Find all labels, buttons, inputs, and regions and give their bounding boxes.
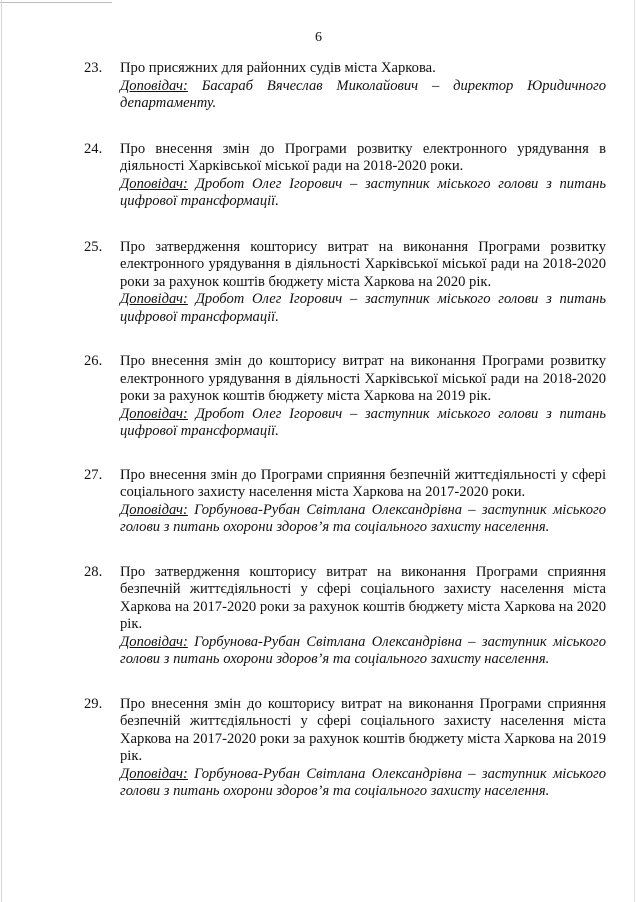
- speaker-name: Горбунова-Рубан Світлана Олександрівна – заступник міського голови з питань охорони здоров’я та соціального захисту населення.: [120, 633, 606, 667]
- item-speaker: [120, 291, 606, 326]
- item-title: Про затвердження кошторису витрат на виконання Програми сприяння безпечній життєдіяльності у сфері соціального захисту населення міста Харкова на 2017-2020 роки за рахунок коштів бюджету міста Харкова на 2020 рік.: [120, 563, 606, 632]
- agenda-item: [84, 696, 606, 801]
- speaker-label: Доповідач:: [120, 405, 188, 422]
- scan-right-edge: [634, 0, 635, 902]
- agenda-list: [84, 60, 606, 801]
- speaker-label: Доповідач:: [120, 175, 188, 192]
- speaker-label: Доповідач:: [120, 291, 188, 307]
- agenda-item: [84, 564, 606, 669]
- speaker-name: Дробот Олег Ігорович – заступник міського голови з питань цифрової трансформації.: [120, 175, 606, 209]
- speaker-name: Басараб Вячеслав Миколайович – директор Юридичного департаменту.: [120, 77, 607, 111]
- scan-left-edge: [1, 0, 2, 902]
- item-number: 29.: [84, 695, 103, 712]
- item-title: Про внесення змін до кошторису витрат на виконання Програми розвитку електронного урядування в діяльності Харківської міської ради на 2018-2020 роки за рахунок коштів бюджету міста Харкова на 2019 рік.: [120, 353, 606, 404]
- item-speaker: [120, 78, 606, 113]
- speaker-name: Горбунова-Рубан Світлана Олександрівна – заступник міського голови з питань охорони здоров’я та соціального захисту населення.: [120, 765, 606, 799]
- item-number: 24.: [84, 140, 103, 157]
- item-speaker: [120, 406, 606, 441]
- page-number: 6: [315, 30, 322, 45]
- speaker-name: Дробот Олег Ігорович – заступник міського голови з питань цифрової трансформації.: [120, 405, 606, 439]
- item-speaker: [120, 176, 606, 211]
- agenda-item: [84, 467, 606, 537]
- agenda-item: [84, 60, 606, 113]
- item-number: 27.: [84, 466, 103, 483]
- speaker-label: Доповідач:: [120, 633, 188, 650]
- item-speaker: [120, 502, 606, 537]
- speaker-label: Доповідач:: [120, 501, 188, 518]
- speaker-label: Доповідач:: [120, 77, 188, 94]
- speaker-name: Дробот Олег Ігорович – заступник міського голови з питань цифрової трансформації.: [120, 291, 606, 325]
- item-number: 28.: [84, 563, 103, 580]
- item-title: Про присяжних для районних судів міста Харкова.: [120, 60, 436, 76]
- item-speaker: [120, 766, 606, 801]
- item-number: 26.: [84, 353, 103, 369]
- item-title: Про затвердження кошторису витрат на виконання Програми розвитку електронного урядування в діяльності Харківської міської ради на 2018-2020 роки за рахунок коштів бюджету міста Харкова на 2020 рік.: [120, 238, 606, 290]
- scan-corner-mark: [0, 2, 112, 3]
- speaker-label: Доповідач:: [120, 765, 188, 782]
- agenda-item: [84, 353, 606, 441]
- item-number: 25.: [84, 238, 103, 255]
- agenda-item: [84, 141, 606, 211]
- item-title: Про внесення змін до Програми розвитку електронного урядування в діяльності Харківської міської ради на 2018-2020 роки.: [120, 140, 606, 174]
- item-title: Про внесення змін до кошторису витрат на виконання Програми сприяння безпечній життєдіяльності у сфері соціального захисту населення міста Харкова на 2017-2020 роки за рахунок коштів бюджету міста Харкова на 2019 рік.: [120, 695, 606, 764]
- item-number: 23.: [84, 60, 103, 76]
- agenda-item: [84, 239, 606, 327]
- item-title: Про внесення змін до Програми сприяння безпечній життєдіяльності у сфері соціального захисту населення міста Харкова на 2017-2020 роки.: [120, 466, 606, 500]
- item-speaker: [120, 634, 606, 669]
- speaker-name: Горбунова-Рубан Світлана Олександрівна – заступник міського голови з питань охорони здоров’я та соціального захисту населення.: [120, 501, 606, 535]
